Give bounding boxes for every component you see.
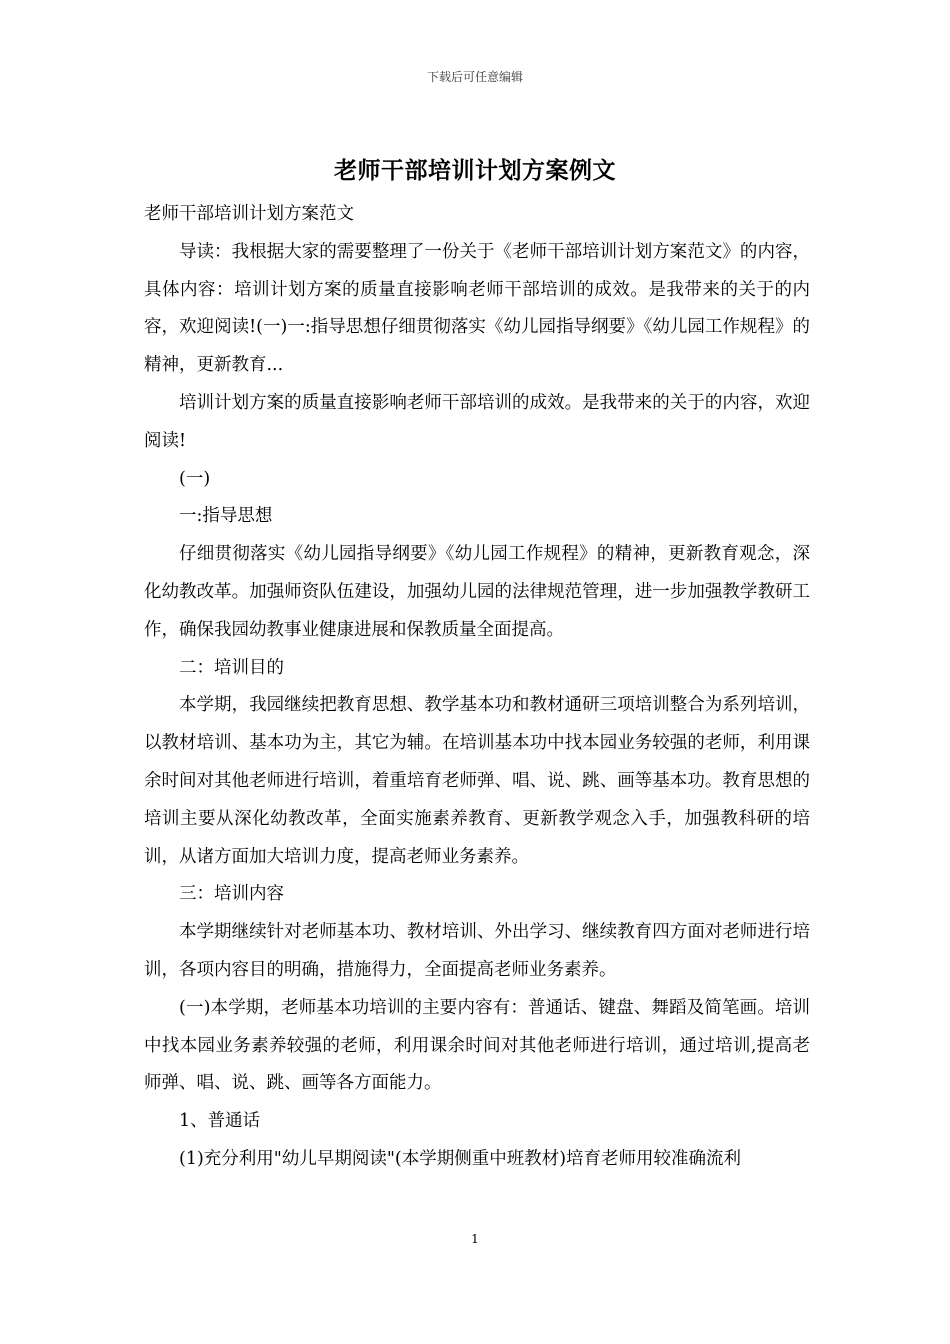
page-number: 1 [471,1232,479,1246]
paragraph-basic-skills: (一)本学期，老师基本功培训的主要内容有：普通话、键盘、舞蹈及简笔画。培训中找本园业务素养较强的老师，利用课余时间对其他老师进行培训，通过培训,提高老师弹、唱、说、跳、画等各方面能力。 [144,997,810,1094]
paragraph-training-content: 本学期继续针对老师基本功、教材培训、外出学习、继续教育四方面对老师进行培训，各项内容目的明确，措施得力，全面提高老师业务素养。 [144,922,810,980]
document-subtitle: 老师干部培训计划方案范文 [144,204,354,224]
paragraph-summary: 培训计划方案的质量直接影响老师干部培训的成效。是我带来的关于的内容，欢迎阅读! [144,392,810,451]
document-body [144,196,810,1179]
header-note: 下载后可任意编辑 [426,70,523,84]
paragraph-mandarin-item-1: (1)充分利用"幼儿早期阅读"(本学期侧重中班教材)培育老师用较准确流利 [179,1148,742,1169]
section-heading-training-purpose: 二：培训目的 [179,657,284,678]
paragraph-guiding-thought: 仔细贯彻落实《幼儿园指导纲要》《幼儿园工作规程》的精神，更新教育观念，深化幼教改革。加强师资队伍建设，加强幼儿园的法律规范管理，进一步加强教学教研工作，确保我园幼教事业健康进展和保教质量全面提高。 [144,544,810,640]
section-heading-guiding-thought: 一:指导思想 [179,506,273,527]
paragraph-intro: 导读：我根据大家的需要整理了一份关于《老师干部培训计划方案范文》的内容，具体内容：培训计划方案的质量直接影响老师干部培训的成效。是我带来的关于的内容，欢迎阅读!(一)一:指导思想仔细贯彻落实《幼儿园指导纲要》《幼儿园工作规程》的精神，更新教育... [144,241,810,376]
section-heading-training-content: 三：培训内容 [179,884,284,905]
document-title: 老师干部培训计划方案例文 [334,158,616,184]
section-marker: (一) [179,468,211,489]
subsection-heading-mandarin: 1、普通话 [179,1111,261,1132]
paragraph-training-purpose: 本学期，我园继续把教育思想、教学基本功和教材通研三项培训整合为系列培训，以教材培训、基本功为主，其它为辅。在培训基本功中找本园业务较强的老师，利用课余时间对其他老师进行培训，着重培育老师弹、唱、说、跳、画等基本功。教育思想的培训主要从深化幼教改革，全面实施素养教育、更新教学观念入手，加强教科研的培训，从诸方面加大培训力度，提高老师业务素养。 [144,695,810,867]
